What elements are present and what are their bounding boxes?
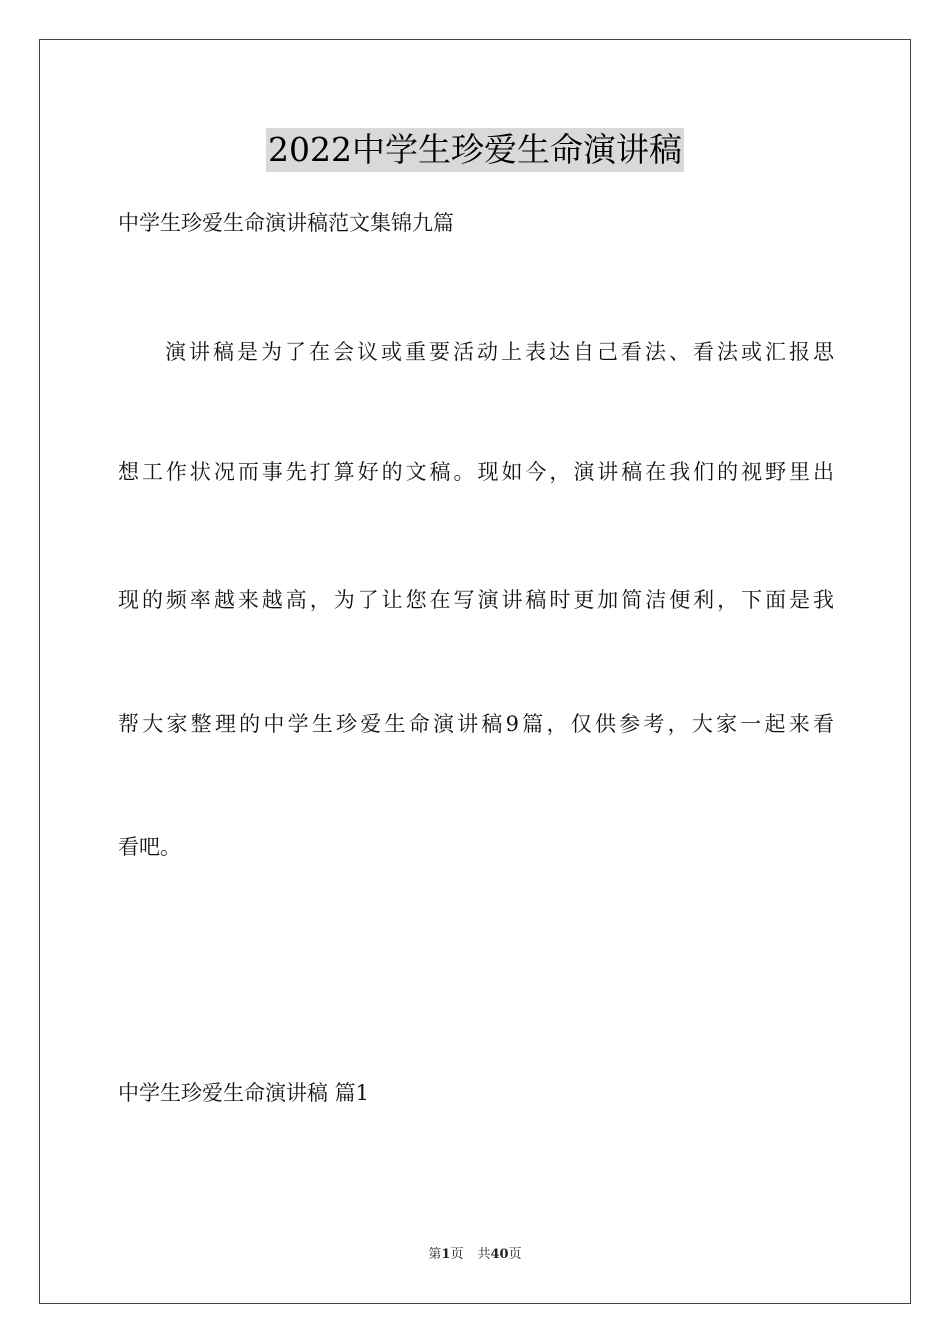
total-prefix: 共 xyxy=(477,1247,491,1262)
page-prefix: 第 xyxy=(428,1247,442,1262)
intro-line-4: 帮大家整理的中学生珍爱生命演讲稿9篇，仅供参考，大家一起来看 xyxy=(118,712,834,736)
total-pages: 40 xyxy=(490,1247,509,1262)
title-container xyxy=(0,128,950,172)
intro-line-1: 演讲稿是为了在会议或重要活动上表达自己看法、看法或汇报思 xyxy=(165,340,834,364)
document-subtitle: 中学生珍爱生命演讲稿范文集锦九篇 xyxy=(118,211,454,235)
intro-line-3: 现的频率越来越高，为了让您在写演讲稿时更加简洁便利，下面是我 xyxy=(118,588,834,612)
section-heading: 中学生珍爱生命演讲稿 篇1 xyxy=(118,1081,370,1105)
intro-line-5: 看吧。 xyxy=(118,835,181,859)
total-suffix: 页 xyxy=(508,1247,522,1262)
document-title: 2022中学生珍爱生命演讲稿 xyxy=(266,128,684,172)
page-number: 1 xyxy=(441,1247,451,1262)
page-suffix: 页 xyxy=(450,1247,464,1262)
page-footer xyxy=(0,1246,950,1264)
intro-line-2: 想工作状况而事先打算好的文稿。现如今，演讲稿在我们的视野里出 xyxy=(118,460,834,484)
